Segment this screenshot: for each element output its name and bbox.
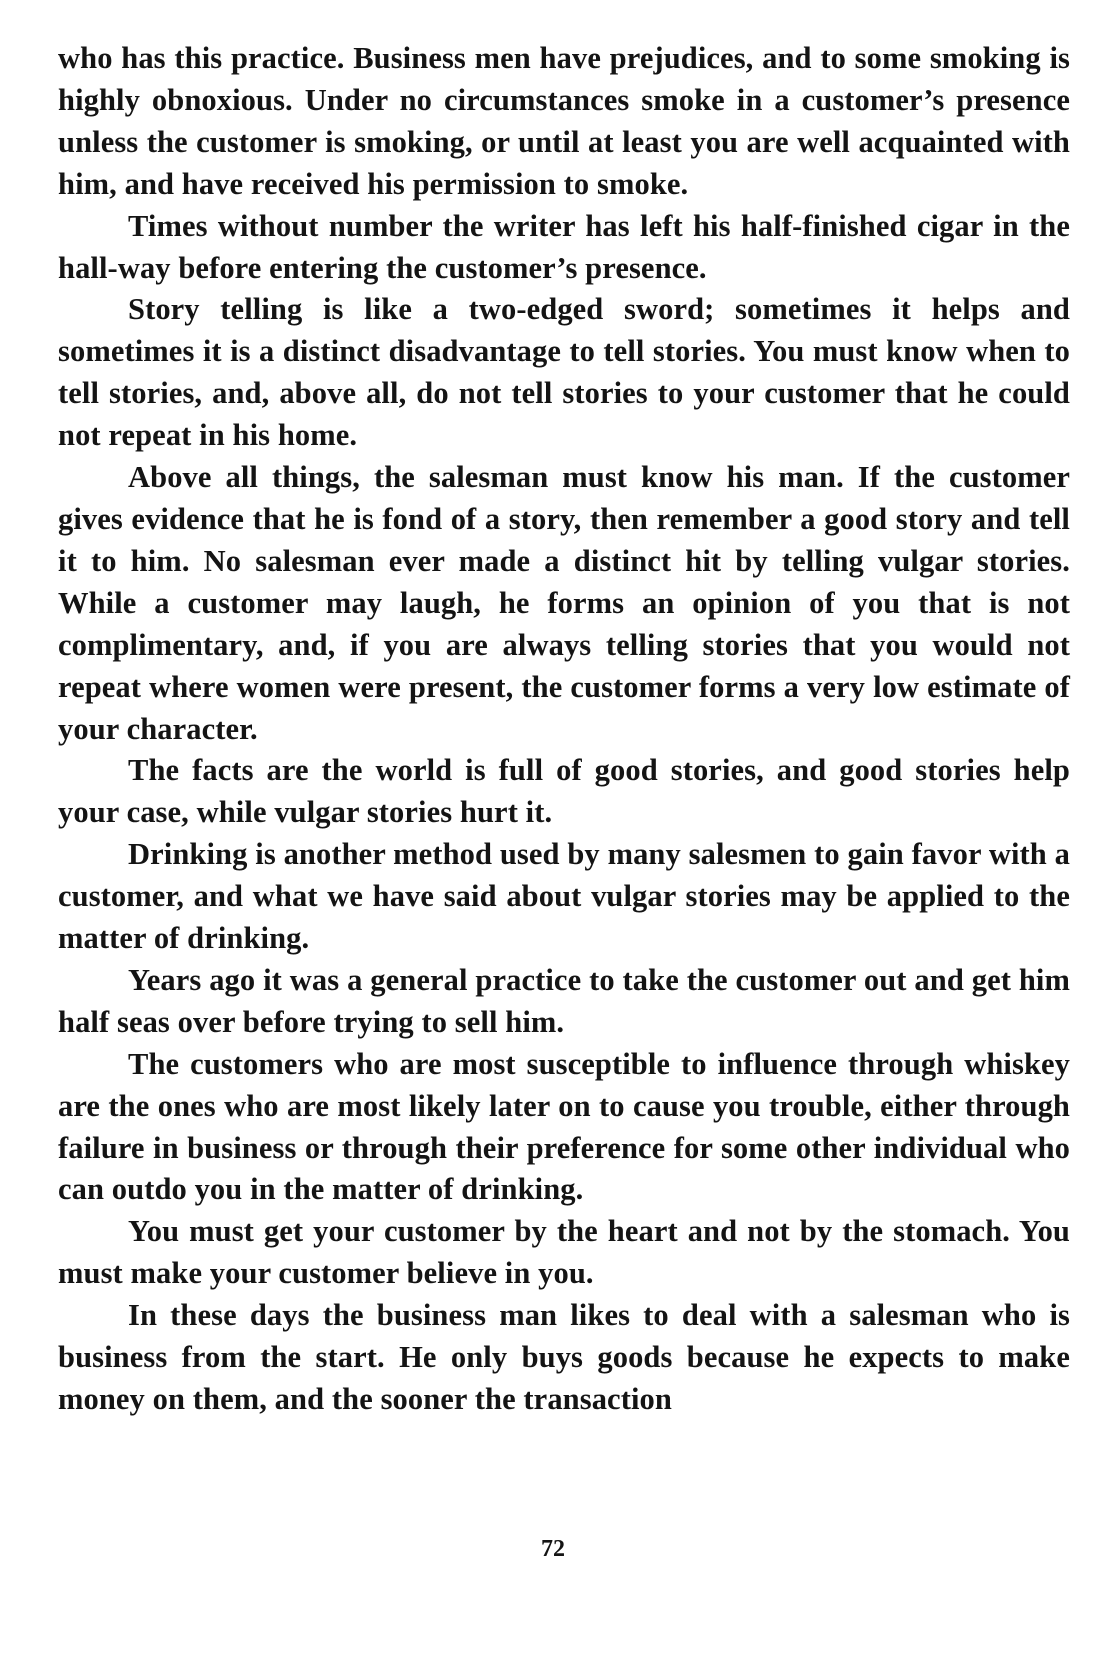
paragraph: The facts are the world is full of good stories, and good stories help your case, while vulgar stories hurt it. bbox=[58, 753, 1070, 830]
body-text bbox=[58, 38, 1070, 1421]
paragraph-continued: who has this practice. Business men have prejudices, and to some smoking is highly obnoxious. Under no circumstances smoke in a customer’s presence unless the customer is smoking, or until at least you are well acquainted with him, and have received his permission to smoke. bbox=[58, 41, 1070, 201]
paragraph: Years ago it was a general practice to take the customer out and get him half seas over before trying to sell him. bbox=[58, 962, 1070, 1039]
paragraph: Above all things, the salesman must know his man. If the customer gives evidence that he is fond of a story, then remember a good story and tell it to him. No salesman ever made a distinct hit by telling vulgar stories. While a customer may laugh, he forms an opinion of you that is not complimentary, and, if you are always telling stories that you would not repeat where women were present, the customer forms a very low estimate of your character. bbox=[58, 460, 1070, 746]
paragraph: You must get your customer by the heart and not by the stomach. You must make your customer believe in you. bbox=[58, 1214, 1070, 1291]
paragraph: Times without number the writer has left his half-finished cigar in the hall-way before entering the customer’s presence. bbox=[58, 208, 1070, 285]
paragraph: In these days the business man likes to deal with a salesman who is business from the start. He only buys goods because he expects to make money on them, and the sooner the transaction bbox=[58, 1298, 1070, 1416]
page-number: 72 bbox=[541, 1536, 565, 1562]
paragraph: Drinking is another method used by many salesmen to gain favor with a customer, and what we have said about vulgar stories may be applied to the matter of drinking. bbox=[58, 837, 1070, 956]
paragraph: Story telling is like a two-edged sword; sometimes it helps and sometimes it is a distinct disadvantage to tell stories. You must know when to tell stories, and, above all, do not tell stories to your customer that he could not repeat in his home. bbox=[58, 292, 1070, 453]
paragraph: The customers who are most susceptible to influence through whiskey are the ones who are most likely later on to cause you trouble, either through failure in business or through their preference for some other individual who can outdo you in the matter of drinking. bbox=[58, 1046, 1070, 1207]
